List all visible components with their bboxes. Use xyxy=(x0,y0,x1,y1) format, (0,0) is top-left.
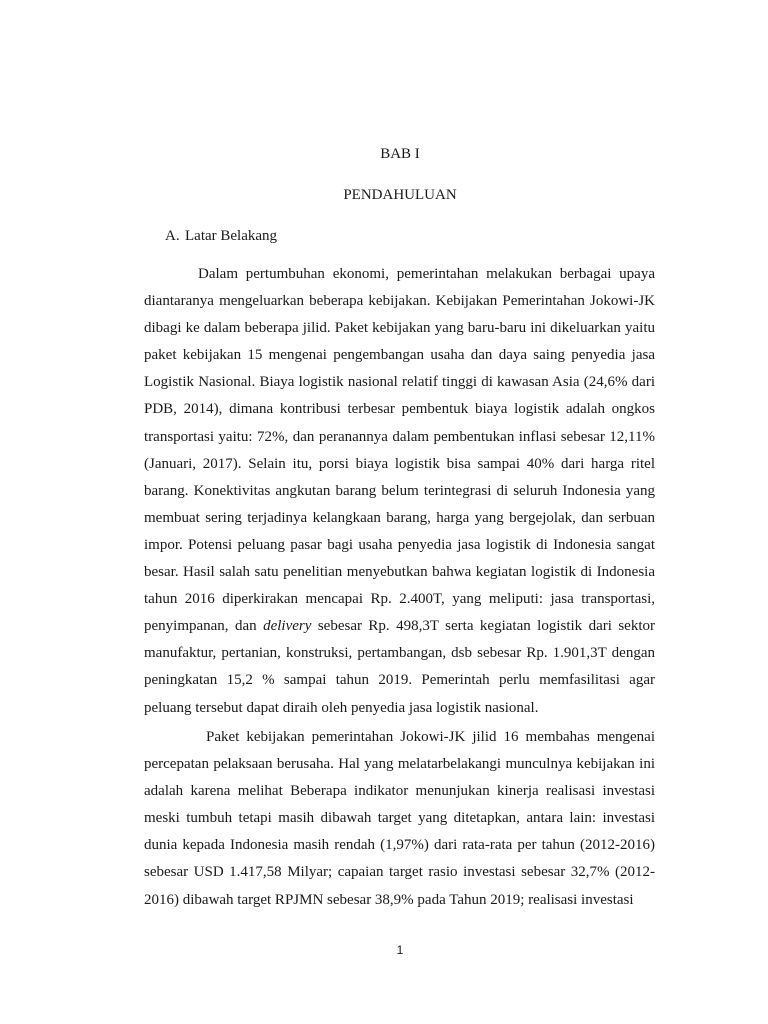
chapter-number: BAB I xyxy=(380,146,420,162)
section-letter: A. xyxy=(165,228,180,244)
section-heading xyxy=(165,226,277,246)
page-number: 1 xyxy=(396,943,404,957)
chapter-title: PENDAHULUAN xyxy=(343,187,457,203)
paragraph-2: Paket kebijakan pemerintahan Jokowi-JK jilid 16 membahas mengenai percepatan pelaksaan berusaha. Hal yang melatarbelakangi munculnya kebijakan ini adalah karena melihat Beberapa indikator menunjukan kinerja realisasi investasi meski tumbuh tetapi masih dibawah target yang ditetapkan, antara lain: investasi dunia kepada Indonesia masih rendah (1,97%) dari rata-rata per tahun (2012-2016) sebesar USD 1.417,58 Milyar; capaian target rasio investasi sebesar 32,7% (2012-2016) dibawah target RPJMN sebesar 38,9% pada Tahun 2019; realisasi investasi xyxy=(144,729,655,908)
paragraph-1-italic-term: delivery xyxy=(263,618,312,635)
paragraph-1-text-b: sebesar Rp. 498,3T serta kegiatan logistik dari sektor manufaktur, pertanian, konstruksi, pertambangan, dsb sebesar Rp. 1.901,3T dengan peningkatan 15,2 % sampai tahun 2019. Pemerintah perlu memfasilitasi agar peluang tersebut dapat diraih oleh penyedia jasa logistik nasional. xyxy=(144,618,656,716)
paragraph-1 xyxy=(144,261,655,722)
paragraph-1-text-a: Dalam pertumbuhan ekonomi, pemerintahan melakukan berbagai upaya diantaranya mengeluarkan beberapa kebijakan. Kebijakan Pemerintahan Jokowi-JK dibagi ke dalam beberapa jilid. Paket kebijakan yang baru-baru ini dikeluarkan yaitu paket kebijakan 15 mengenai pengembangan usaha dan daya saing penyedia jasa Logistik Nasional. Biaya logistik nasional relatif tinggi di kawasan Asia (24,6% dari PDB, 2014), dimana kontribusi terbesar pembentuk biaya logistik adalah ongkos transportasi yaitu: 72%, dan peranannya dalam pembentukan inflasi sebesar 12,11% (Januari, 2017). Selain itu, porsi biaya logistik bisa sampai 40% dari harga ritel barang. Konektivitas angkutan barang belum terintegrasi di seluruh Indonesia yang membuat sering terjadinya kelangkaan barang, harga yang bergejolak, dan serbuan impor. Potensi peluang pasar bagi usaha penyedia jasa logistik di Indonesia sangat besar. Hasil salah satu penelitian menyebutkan bahwa kegiatan logistik di Indonesia tahun 2016 diperkirakan mencapai Rp. 2.400T, yang meliputi: jasa transportasi, penyimpanan, dan xyxy=(144,266,655,635)
section-title: Latar Belakang xyxy=(185,228,278,244)
